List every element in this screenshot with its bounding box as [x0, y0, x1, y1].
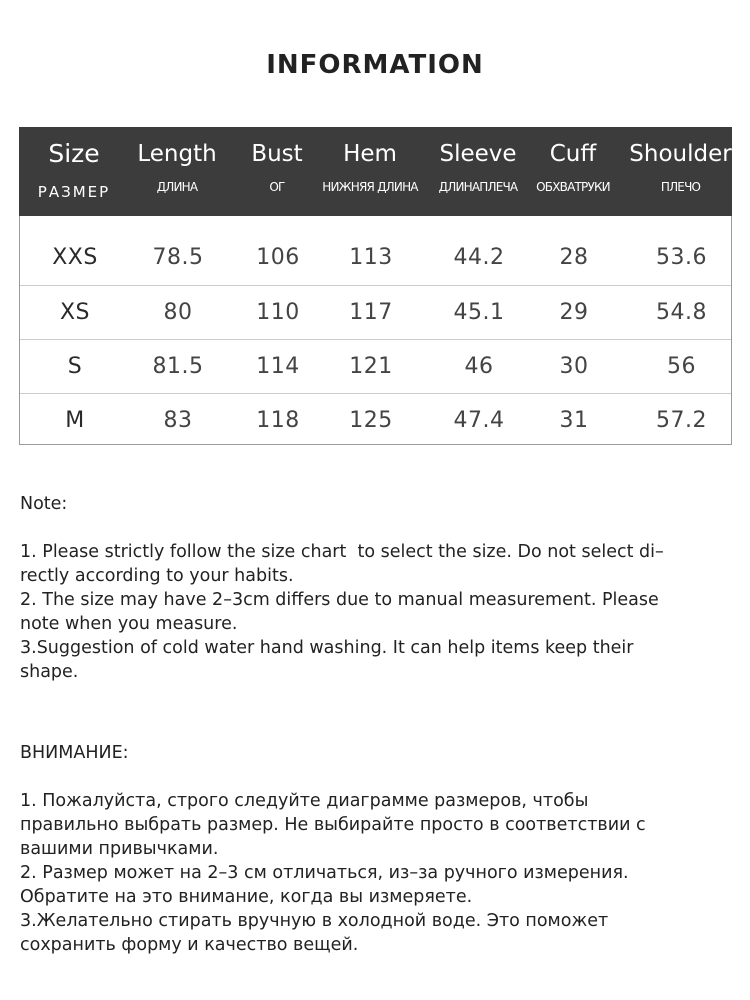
cell-size: M — [65, 408, 85, 433]
note-russian — [20, 741, 732, 957]
table-row-xs — [20, 285, 731, 340]
header-sleeve-en: Sleeve — [439, 141, 517, 167]
cell-cuff: 29 — [559, 300, 589, 325]
header-cuff — [527, 127, 619, 216]
cell-hem: 113 — [349, 245, 393, 270]
cell-hem: 121 — [349, 354, 393, 379]
cell-bust: 114 — [256, 354, 300, 379]
header-hem-en: Hem — [343, 141, 397, 167]
header-hem — [319, 127, 421, 216]
note-english-heading: Note: — [20, 494, 68, 514]
header-length-en: Length — [137, 141, 217, 167]
header-shoulder-ru: ПЛЕЧО — [660, 180, 701, 194]
note-english-item-1: 1. Please strictly follow the size chart to select the size. Do not select di– rectly according to your habits. — [20, 542, 664, 586]
header-sleeve-ru: ДЛИНАПЛЕЧА — [438, 180, 518, 194]
cell-shoulder: 54.8 — [656, 300, 707, 325]
note-russian-item-2: 2. Размер может на 2–3 см отличаться, из–за ручного измерения. Обратите на это внимание, когда вы измеряете. — [20, 863, 629, 907]
cell-sleeve: 47.4 — [453, 408, 505, 433]
note-russian-item-1: 1. Пожалуйста, строго следуйте диаграмме размеров, чтобы правильно выбрать размер. Не выбирайте просто в соответствии с вашими привычками. — [20, 791, 646, 859]
header-size-en: Size — [48, 139, 100, 168]
cell-bust: 106 — [256, 245, 300, 270]
header-size — [19, 127, 129, 216]
header-size-ru: РАЗМЕР — [37, 183, 111, 201]
header-bust-en: Bust — [251, 141, 303, 167]
cell-size: XXS — [52, 245, 98, 270]
note-english-item-3: 3.Suggestion of cold water hand washing. It can help items keep their shape. — [20, 638, 634, 682]
note-russian-heading: ВНИМАНИЕ: — [20, 743, 129, 763]
header-bust-ru: ОГ — [269, 180, 285, 194]
cell-shoulder: 56 — [667, 354, 696, 379]
cell-cuff: 31 — [559, 408, 589, 433]
cell-bust: 110 — [256, 300, 300, 325]
header-cuff-en: Cuff — [549, 141, 597, 167]
header-length — [127, 127, 227, 216]
table-header — [19, 127, 732, 216]
header-shoulder — [629, 127, 732, 216]
header-length-ru: ДЛИНА — [156, 180, 198, 194]
header-hem-ru: НИЖНЯЯ ДЛИНА — [322, 180, 418, 194]
note-english — [20, 492, 732, 684]
size-chart-table — [19, 127, 732, 445]
cell-sleeve: 46 — [464, 354, 494, 379]
cell-length: 80 — [163, 300, 193, 325]
cell-hem: 117 — [349, 300, 393, 325]
header-shoulder-en: Shoulder — [629, 141, 732, 167]
cell-size: S — [67, 354, 83, 379]
cell-length: 81.5 — [152, 354, 204, 379]
cell-length: 78.5 — [152, 245, 204, 270]
cell-shoulder: 53.6 — [656, 245, 707, 270]
table-row-xxs — [20, 231, 731, 285]
note-russian-item-3: 3.Желательно стирать вручную в холодной воде. Это поможет сохранить форму и качество вещей. — [20, 911, 609, 955]
table-row-s — [20, 339, 731, 394]
cell-hem: 125 — [349, 408, 393, 433]
cell-bust: 118 — [256, 408, 300, 433]
cell-cuff: 28 — [559, 245, 589, 270]
page-title: INFORMATION — [266, 50, 484, 80]
cell-shoulder: 57.2 — [656, 408, 707, 433]
cell-length: 83 — [163, 408, 193, 433]
header-sleeve — [429, 127, 527, 216]
cell-size: XS — [59, 300, 91, 325]
note-english-item-2: 2. The size may have 2–3cm differs due to manual measurement. Please note when you measure. — [20, 590, 659, 634]
header-bust — [227, 127, 327, 216]
table-row-m — [20, 393, 731, 448]
header-cuff-ru: ОБХВАТРУКИ — [536, 180, 610, 194]
cell-cuff: 30 — [559, 354, 589, 379]
cell-sleeve: 44.2 — [453, 245, 505, 270]
cell-sleeve: 45.1 — [453, 300, 505, 325]
